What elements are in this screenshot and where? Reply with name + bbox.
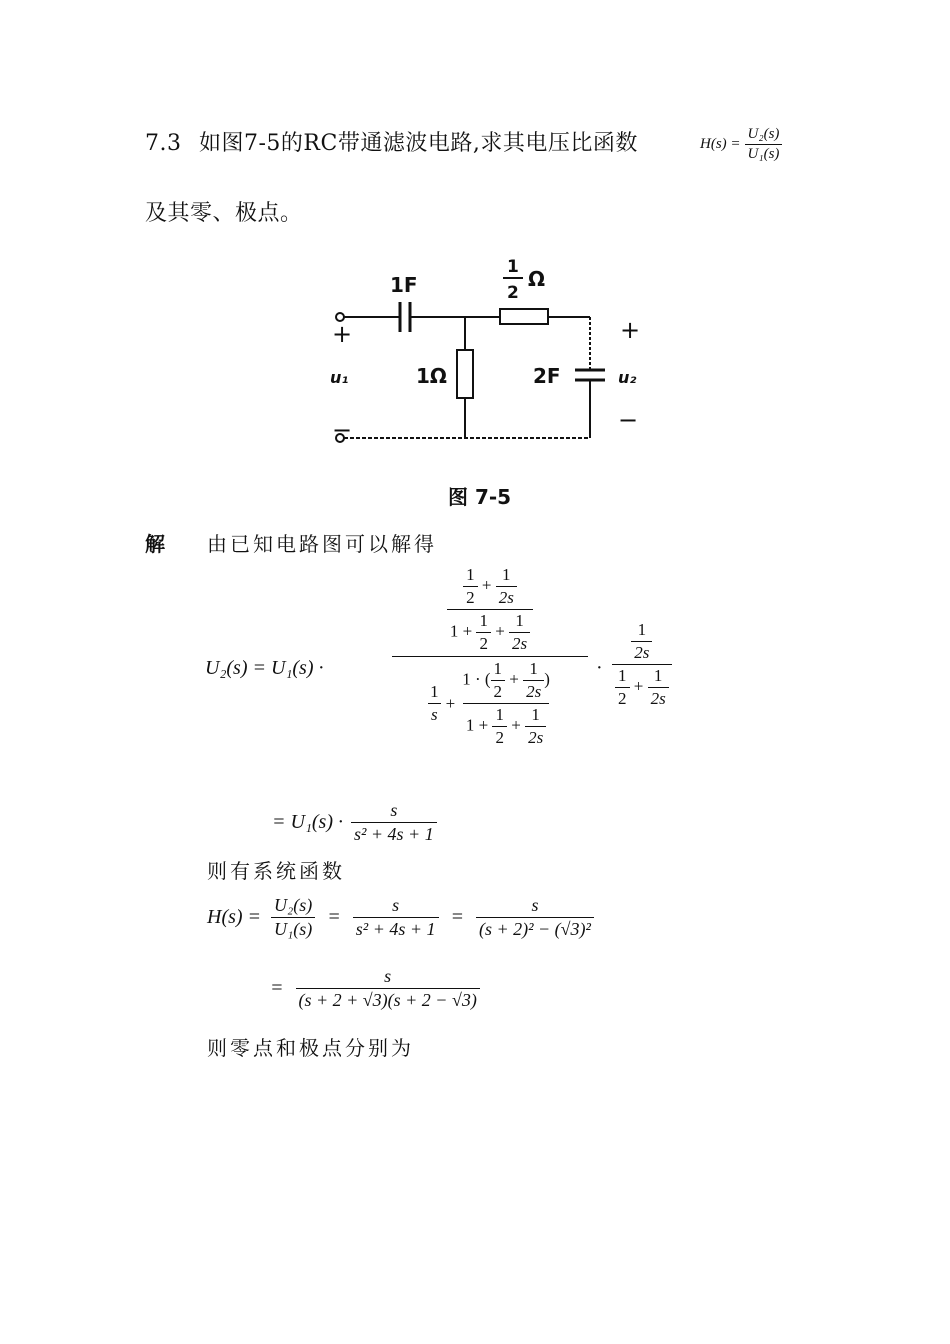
hs-lhs: H(s) = (700, 136, 741, 152)
eq3-f1-den: U₁(s) (271, 917, 315, 940)
r1-label: 1Ω (416, 364, 447, 388)
resistor-r2 (500, 309, 548, 324)
r2-label-den: 2 (507, 283, 519, 303)
u1-plus: + (332, 320, 353, 348)
eq2 (272, 800, 437, 845)
eq4: = $\frac{s}{(s + 2 + √3)(s + 2 - √3)}$ (270, 966, 480, 1011)
u2-label: u₂ (618, 368, 637, 387)
r2-label-unit: Ω (528, 267, 546, 291)
solution-intro: 由已知电路图可以解得 (207, 532, 437, 556)
eq1-second-fraction: $\frac{1}{2s}$ $\frac{1}{2}$ + $\frac{1}{2s}$ (612, 620, 672, 709)
r2-label-num: 1 (507, 257, 519, 277)
eq4-den: (s + 2 + √3)(s + 2 − √3) (296, 988, 480, 1011)
eq1-dot: · (596, 657, 603, 679)
eq1-lhs (205, 657, 324, 680)
eq1-big-fraction: $\frac{1}{2}$ + $\frac{1}{2s}$ 1 + $\frac{1}{2}$ + $\frac{1}{2s}$ $\frac{1}{s}$ + 1 · ( $\frac{1}{2}$ + $\frac{1}{2s}$ ) 1 + $\frac{1}{2}$ + $\frac{1}{2s}$ (390, 565, 590, 748)
u2-plus: + (620, 316, 641, 344)
problem-text: 如图7-5的RC带通滤波电路,求其电压比函数 (199, 131, 638, 156)
eq2-num: s (390, 800, 398, 820)
eq3-f2-num: s (392, 895, 400, 915)
resistor-r1 (457, 350, 473, 398)
solution-label: 解 (145, 532, 168, 556)
problem-number: 7.3 (145, 131, 182, 156)
u1-minus: − (332, 416, 353, 444)
eq3-f3-num: s (531, 895, 539, 915)
eq3-lhs: H(s) = (207, 906, 262, 928)
eq1-lhs-text: U₂(s) = U₁(s) · (205, 657, 324, 679)
circuit-diagram (320, 250, 660, 455)
eq2-lhs: = U₁(s) · (272, 811, 343, 833)
c2-label: 2F (533, 364, 561, 388)
c1-label: 1F (390, 273, 418, 297)
hs-definition (700, 126, 782, 163)
u2-minus: − (618, 406, 639, 434)
eq3-f3-den: (s + 2)² − (√3)² (476, 917, 594, 940)
eq2-den: s² + 4s + 1 (351, 822, 437, 845)
hs-numerator: U₂(s) (747, 126, 780, 142)
problem-statement (145, 126, 638, 157)
eq3-f2-den: s² + 4s + 1 (353, 917, 439, 940)
problem-text-cont: 及其零、极点。 (145, 201, 303, 226)
zeros-poles-text: 则零点和极点分别为 (207, 1036, 414, 1060)
system-function-text: 则有系统函数 (207, 859, 345, 883)
eq3-f1-num: U₂(s) (274, 895, 313, 915)
hs-denominator: U₁(s) (745, 144, 783, 163)
u1-label: u₁ (330, 368, 349, 387)
figure-caption: 图 7-5 (448, 485, 512, 509)
eq4-num: s (384, 966, 392, 986)
eq3: H(s) = $\frac{\text{U₂(s)}}{\text{U₁(s)}}$ = $\frac{s}{\text{s² + 4s + 1}}$ = $\frac{s}{\text{(s + 2)² − (√3)²}}$ (207, 895, 594, 940)
